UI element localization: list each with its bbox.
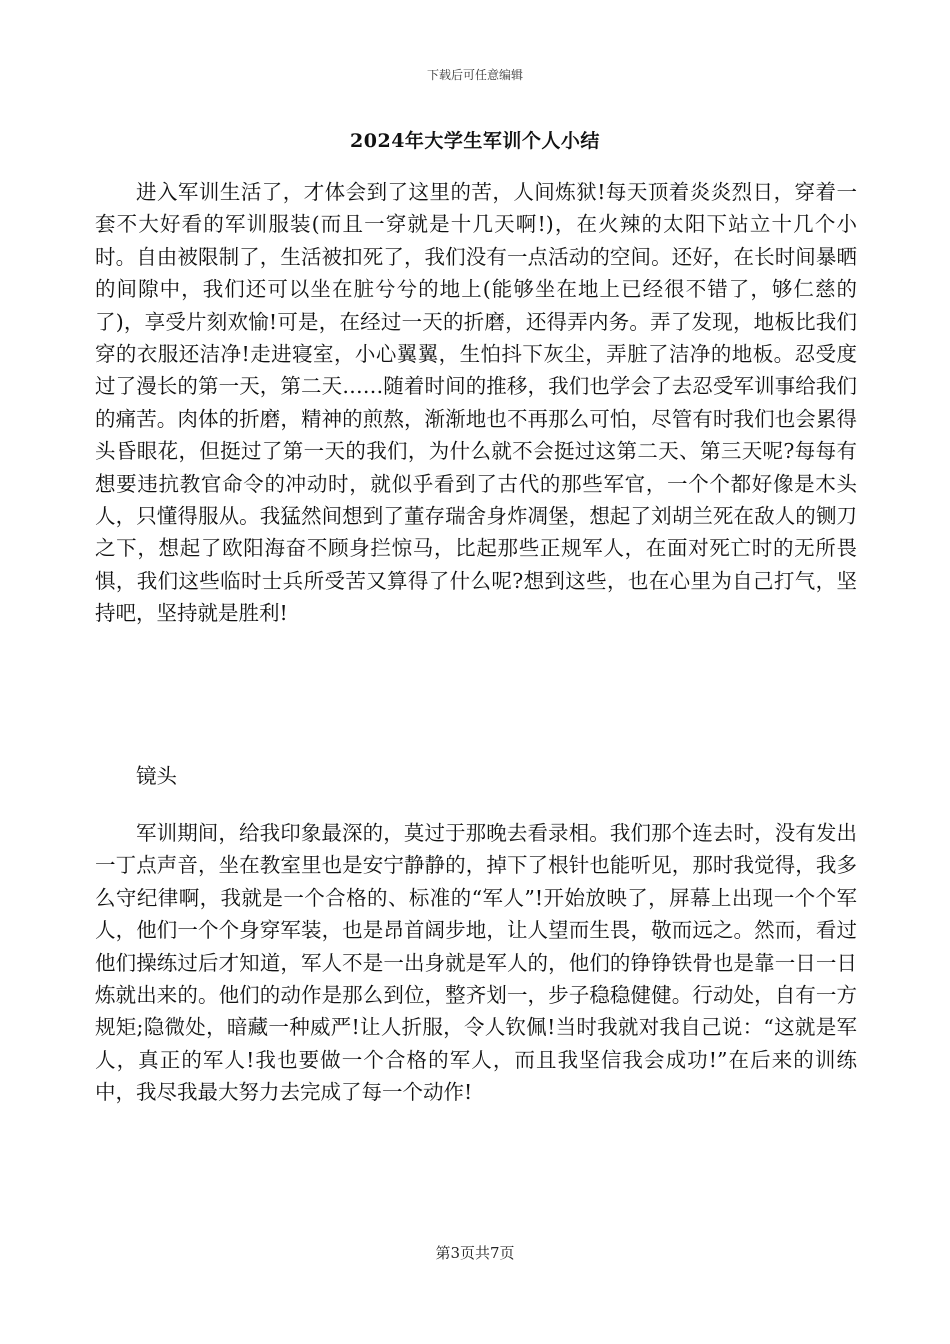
page-number: 第3页共7页 (435, 1244, 515, 1262)
header-note: 下载后可任意编辑 (426, 68, 523, 82)
paragraph-training-hardship: 进入军训生活了，才体会到了这里的苦，人间炼狱!每天顶着炎炎烈日，穿着一套不大好看的军训服装(而且一穿就是十几天啊!)，在火辣的太阳下站立十几个小时。自由被限制了，生活被扣死了，我们没有一点活动的空间。还好，在长时间暴晒的间隙中，我们还可以坐在脏兮兮的地上(能够坐在地上已经很不错了，够仁慈的了)，享受片刻欢愉!可是，在经过一天的折磨，还得弄内务。弄了发现，地板比我们穿的衣服还洁净!走进寝室，小心翼翼，生怕抖下灰尘，弄脏了洁净的地板。忍受度过了漫长的第一天，第二天……随着时间的推移，我们也学会了去忍受军训事给我们的痛苦。肉体的折磨，精神的煎熬，渐渐地也不再那么可怕，尽管有时我们也会累得头昏眼花，但挺过了第一天的我们，为什么就不会挺过这第二天、第三天呢?每每有想要违抗教官命令的冲动时，就似乎看到了古代的那些军官，一个个都好像是木头人，只懂得服从。我猛然间想到了董存瑞舍身炸凋堡，想起了刘胡兰死在敌人的铡刀之下，想起了欧阳海奋不顾身拦惊马，比起那些正规军人，在面对死亡时的无所畏惧，我们这些临时士兵所受苦又算得了什么呢?想到这些，也在心里为自己打气，坚持吧，坚持就是胜利! (95, 180, 857, 626)
document-title: 2024年大学生军训个人小结 (350, 130, 600, 152)
section-heading-lens: 镜头 (136, 764, 177, 788)
paragraph-video-memory: 军训期间，给我印象最深的，莫过于那晚去看录相。我们那个连去时，没有发出一丁点声音，坐在教室里也是安宁静静的，掉下了根针也能听见，那时我觉得，我多么守纪律啊，我就是一个合格的、标准的“军人”!开始放映了，屏幕上出现一个个军人，他们一个个身穿军装，也是昂首阔步地，让人望而生畏，敬而远之。然而，看过他们操练过后才知道，军人不是一出身就是军人的，他们的铮铮铁骨也是靠一日一日炼就出来的。他们的动作是那么到位，整齐划一，步子稳稳健健。行动处，自有一方规矩;隐微处，暗藏一种威严!让人折服，令人钦佩!当时我就对我自己说：“这就是军人，真正的军人!我也要做一个合格的军人，而且我坚信我会成功!”在后来的训练中，我尽我最大努力去完成了每一个动作! (95, 821, 857, 1105)
